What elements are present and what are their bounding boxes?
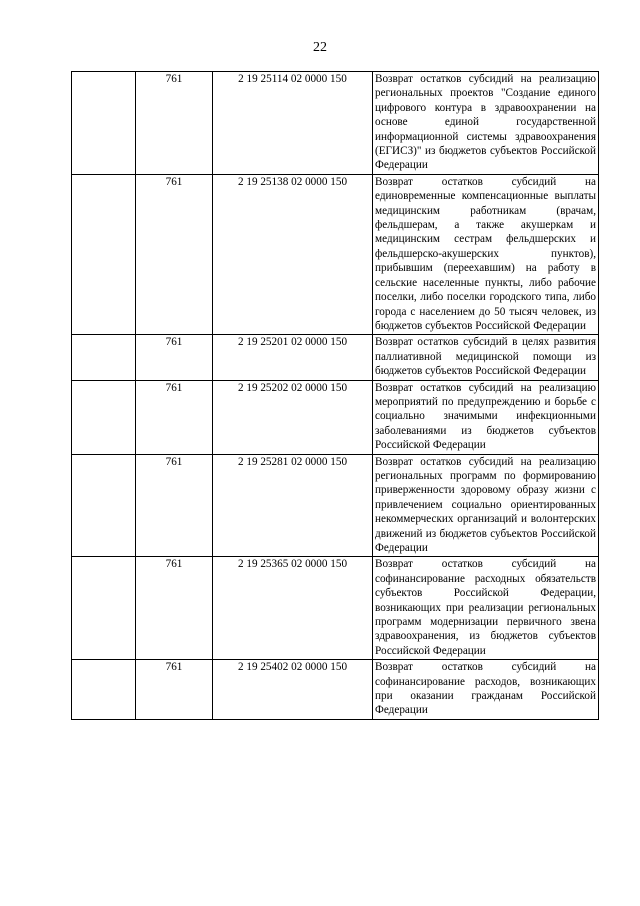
table-row	[72, 380, 599, 454]
administrator-code-cell: 761	[136, 660, 213, 720]
description-cell: Возврат остатков субсидий в целях развития паллиативной медицинской помощи из бюджетов субъектов Российской Федерации	[373, 335, 599, 380]
blank-cell	[72, 380, 136, 454]
table-row	[72, 174, 599, 334]
administrator-code-cell: 761	[136, 174, 213, 334]
administrator-code-cell: 761	[136, 454, 213, 557]
description-cell: Возврат остатков субсидий на софинансирование расходов, возникающих при оказании гражданам Российской Федерации	[373, 660, 599, 720]
administrator-code-cell: 761	[136, 380, 213, 454]
administrator-code-cell: 761	[136, 335, 213, 380]
budget-classification-table	[71, 71, 599, 720]
budget-code-cell: 2 19 25281 02 0000 150	[213, 454, 373, 557]
blank-cell	[72, 660, 136, 720]
administrator-code-cell: 761	[136, 72, 213, 175]
blank-cell	[72, 454, 136, 557]
budget-code-cell: 2 19 25201 02 0000 150	[213, 335, 373, 380]
budget-code-cell: 2 19 25202 02 0000 150	[213, 380, 373, 454]
description-cell: Возврат остатков субсидий на реализацию региональных проектов "Создание единого цифрового контура в здравоохранении на основе единой государственной информационной системы здравоохранения (ЕГИСЗ)" из бюджетов субъектов Российской Федерации	[373, 72, 599, 175]
budget-code-cell: 2 19 25138 02 0000 150	[213, 174, 373, 334]
table-row	[72, 72, 599, 175]
budget-code-cell: 2 19 25114 02 0000 150	[213, 72, 373, 175]
blank-cell	[72, 335, 136, 380]
page-number: 22	[313, 40, 327, 55]
table-row	[72, 660, 599, 720]
table-row	[72, 454, 599, 557]
description-cell: Возврат остатков субсидий на реализацию региональных программ по формированию приверженности здоровому образу жизни с привлечением социально ориентированных некоммерческих организаций и волонтерских движений из бюджетов субъектов Российской Федерации	[373, 454, 599, 557]
table-row	[72, 557, 599, 660]
description-cell: Возврат остатков субсидий на реализацию мероприятий по предупреждению и борьбе с социально значимыми инфекционными заболеваниями из бюджетов субъектов Российской Федерации	[373, 380, 599, 454]
budget-code-cell: 2 19 25402 02 0000 150	[213, 660, 373, 720]
administrator-code-cell: 761	[136, 557, 213, 660]
table-row	[72, 335, 599, 380]
budget-code-cell: 2 19 25365 02 0000 150	[213, 557, 373, 660]
blank-cell	[72, 72, 136, 175]
description-cell: Возврат остатков субсидий на единовременные компенсационные выплаты медицинским работникам (врачам, фельдшерам, а также акушеркам и медицинским сестрам фельдшерских и фельдшерско-акушерских пунктов), прибывшим (переехавшим) на работу в сельские населенные пункты, либо рабочие поселки, либо поселки городского типа, либо города с населением до 50 тысяч человек, из бюджетов субъектов Российской Федерации	[373, 174, 599, 334]
blank-cell	[72, 557, 136, 660]
description-cell: Возврат остатков субсидий на софинансирование расходных обязательств субъектов Российской Федерации, возникающих при реализации региональных программ модернизации первичного звена здравоохранения, из бюджетов субъектов Российской Федерации	[373, 557, 599, 660]
blank-cell	[72, 174, 136, 334]
